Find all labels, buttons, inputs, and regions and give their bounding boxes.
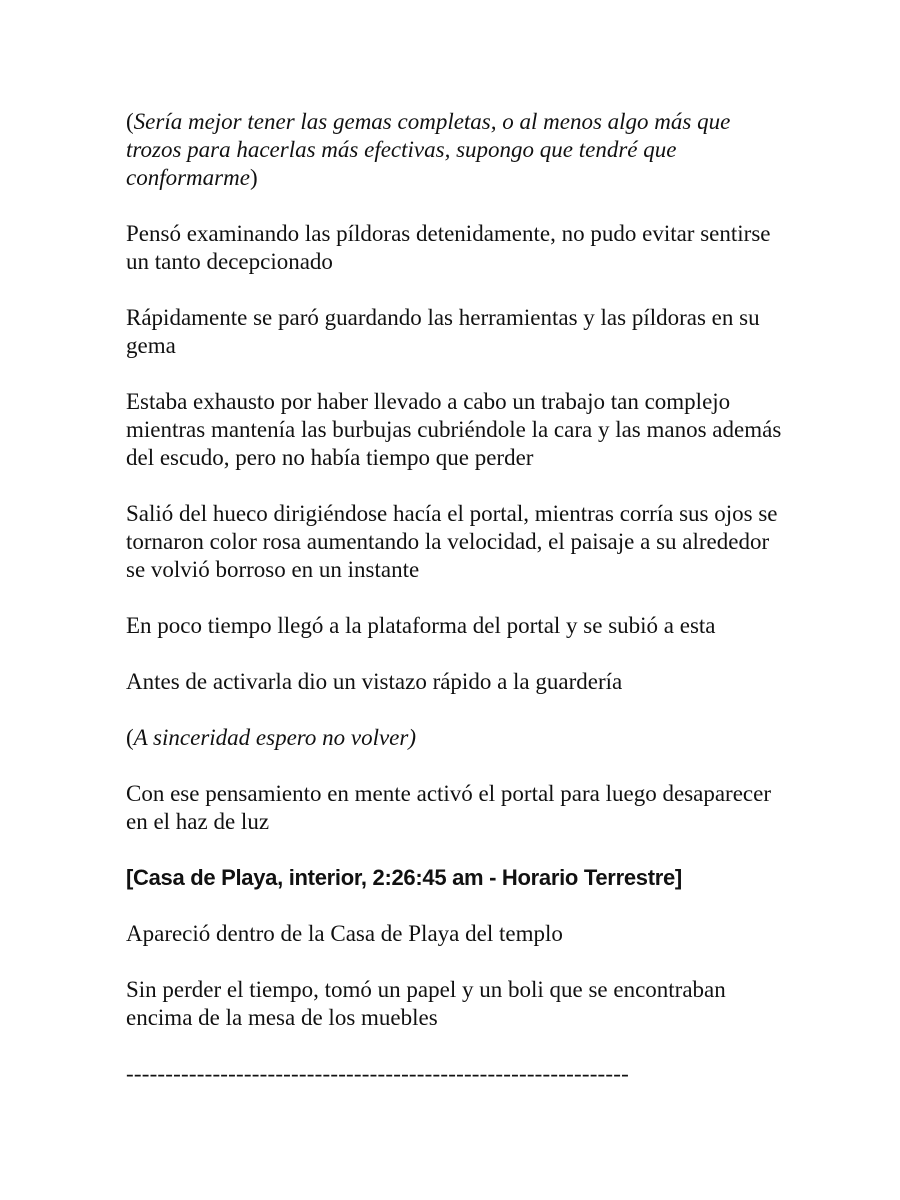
italic-thought-text: A sinceridad espero no volver) (133, 725, 416, 750)
paragraph: Apareció dentro de la Casa de Playa del templo (126, 921, 563, 946)
paragraph-thought-1 (126, 108, 786, 192)
close-paren: ) (249, 165, 258, 190)
dashed-divider: ---------------------------------------------------------------- (126, 1061, 629, 1086)
paragraph: Sin perder el tiempo, tomó un papel y un boli que se encontraban encima de la mesa de los muebles (126, 977, 726, 1030)
paragraph: Antes de activarla dio un vistazo rápido a la guardería (126, 669, 623, 694)
document-page (126, 108, 786, 1088)
italic-thought-text: Sería mejor tener las gemas completas, o al menos algo más que trozos para hacerlas más efectivas, supongo que tendré que conformarme (126, 109, 731, 190)
paragraph: En poco tiempo llegó a la plataforma del portal y se subió a esta (126, 613, 716, 638)
paragraph: Pensó examinando las píldoras detenidamente, no pudo evitar sentirse un tanto decepcionado (126, 221, 771, 274)
scene-heading: [Casa de Playa, interior, 2:26:45 am - Horario Terrestre] (126, 865, 682, 890)
paragraph: Rápidamente se paró guardando las herramientas y las píldoras en su gema (126, 305, 760, 358)
paragraph: Salió del hueco dirigiéndose hacía el portal, mientras corría sus ojos se tornaron color rosa aumentando la velocidad, el paisaje a su alrededor se volvió borroso en un instante (126, 501, 778, 582)
paragraph-thought-2 (126, 724, 786, 752)
open-paren: ( (126, 725, 134, 750)
paragraph: Estaba exhausto por haber llevado a cabo un trabajo tan complejo mientras mantenía las burbujas cubriéndole la cara y las manos además del escudo, pero no había tiempo que perder (126, 389, 782, 470)
open-paren: ( (126, 109, 134, 134)
paragraph: Con ese pensamiento en mente activó el portal para luego desaparecer en el haz de luz (126, 781, 771, 834)
